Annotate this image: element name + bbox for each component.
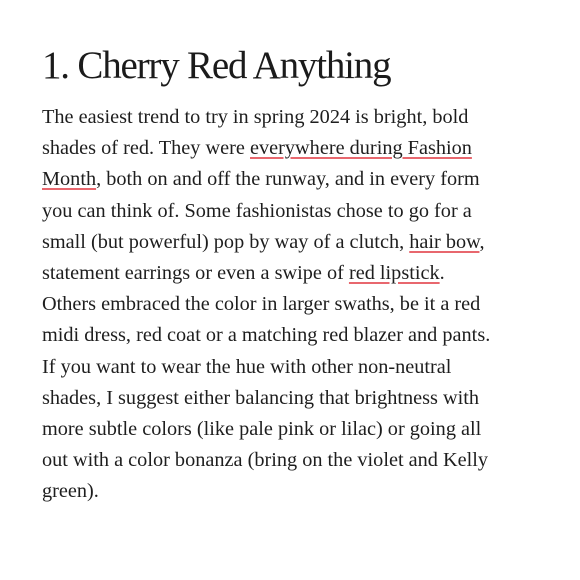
paragraph-line-5 <box>42 227 540 258</box>
paragraph-line-7: Others embraced the color in larger swaths, be it a red <box>42 293 481 316</box>
red-lipstick-link[interactable]: red lipstick <box>348 262 440 285</box>
fashion-month-link-part-2[interactable]: Month <box>42 168 97 191</box>
paragraph-text: , both on and off the runway, and in every form <box>96 168 480 191</box>
section-heading: 1. Cherry Red Anything <box>42 44 391 87</box>
paragraph-line-2 <box>42 133 540 164</box>
paragraph-line-8: midi dress, red coat or a matching red blazer and pants. <box>42 324 491 347</box>
paragraph-text: , <box>479 230 485 253</box>
paragraph-text: statement earrings or even a swipe of <box>42 262 349 285</box>
paragraph-text: shades of red. They were <box>42 137 250 160</box>
hair-bow-link[interactable]: hair bow <box>409 230 480 253</box>
paragraph-line-4: you can think of. Some fashionistas chose to go for a <box>42 199 472 222</box>
paragraph-line-3 <box>42 164 540 195</box>
paragraph-text: small (but powerful) pop by way of a clutch, <box>42 230 410 253</box>
paragraph-line-13: green). <box>42 480 99 503</box>
fashion-month-link-part-1[interactable]: everywhere during Fashion <box>250 137 472 160</box>
paragraph-line-6 <box>42 258 540 289</box>
paragraph-line-9: If you want to wear the hue with other non-neutral <box>42 355 452 378</box>
paragraph-line-11: more subtle colors (like pale pink or lilac) or going all <box>42 418 482 441</box>
paragraph-line-1: The easiest trend to try in spring 2024 is bright, bold <box>42 106 469 128</box>
paragraph-line-10: shades, I suggest either balancing that brightness with <box>42 386 480 409</box>
paragraph-line-12: out with a color bonanza (bring on the violet and Kelly <box>42 449 489 472</box>
article-paragraph <box>42 102 540 508</box>
paragraph-text: . <box>439 262 445 285</box>
